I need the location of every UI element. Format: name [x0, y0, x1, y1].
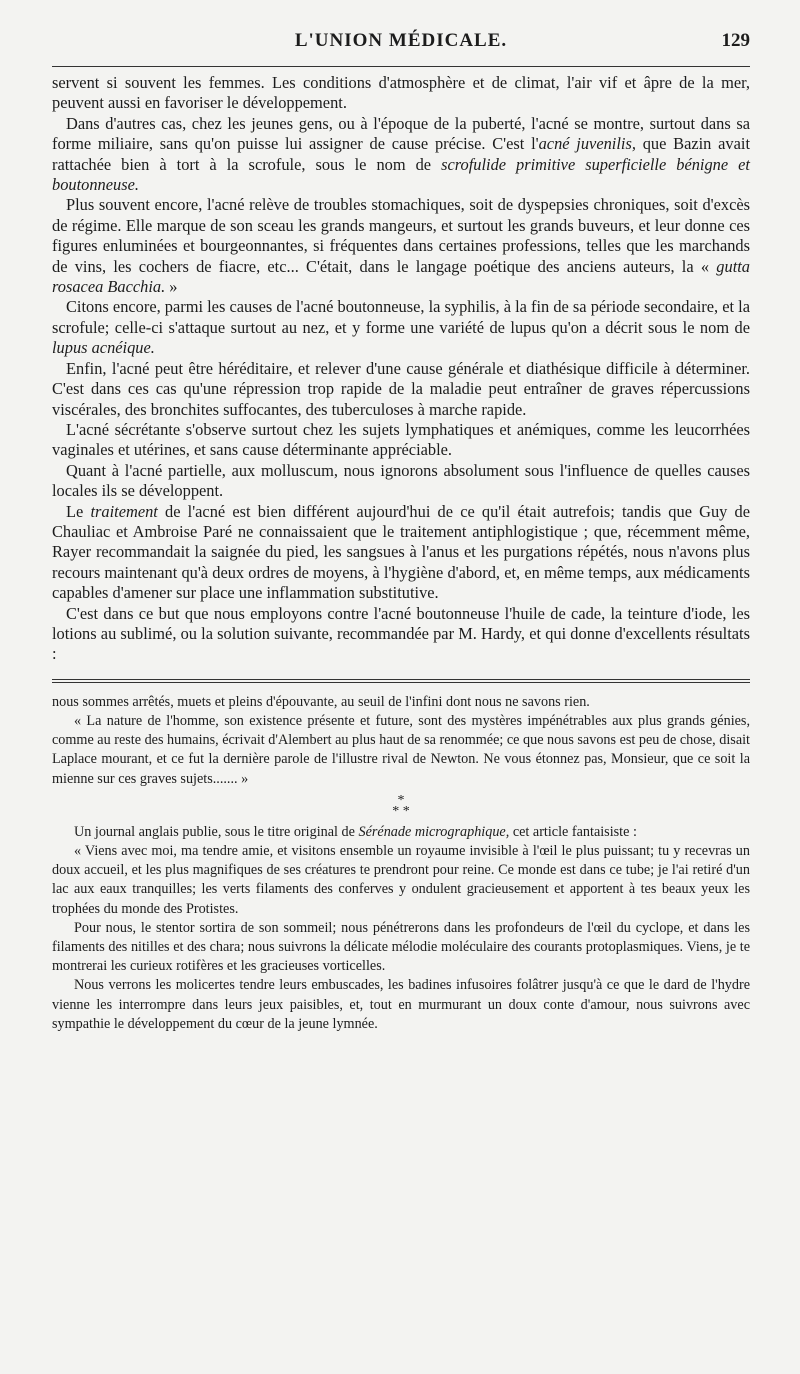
feuilleton-section	[52, 693, 750, 1034]
page-number: 129	[721, 30, 750, 51]
main-article	[52, 73, 750, 665]
asterism	[52, 792, 750, 819]
text: « La nature de l'homme, son existence présente et future, sont des mystères impénétrables aux plus grands génies, comme au reste des humains, écrivait d'Alembert au plus haut de sa renommée; ce que nous savons est peu de chose, disait Laplace mourant, et ce fut la dernière parole de l'illustre rival de Newton. Ne vous étonnez pas, Monsieur, que ce soit la mienne sur ces graves sujets....... »	[52, 712, 750, 787]
italic-term: lupus acnéique.	[52, 338, 155, 358]
paragraph	[52, 195, 750, 297]
text: Plus souvent encore, l'acné relève de troubles stomachiques, soit de dyspepsies chroniques, soit d'excès de régime. Elle marque de son sceau les grands mangeurs, et surtout les grands buveurs, et leur donne ces figures enluminées et bourgeonnantes, si fréquentes dans certaines professions, telles que les marchands de vins, les cochers de fiacre, etc... C'était, dans le langage poétique des anciens auteurs, la «	[52, 195, 750, 276]
text: »	[165, 277, 178, 297]
text: Nous verrons les molicertes tendre leurs embuscades, les badines infusoires folâtrer jusqu'à ce que le dard de l'hydre vienne les interrompre dans leurs jeux paisibles, et, tout en murmurant un doux conte d'amour, nous suivrons avec sympathie le développement du cœur de la jeune lymnée.	[52, 977, 750, 1032]
text: nous sommes arrêtés, muets et pleins d'épouvante, au seuil de l'infini dont nous ne savons rien.	[52, 693, 590, 710]
paragraph	[52, 114, 750, 196]
paragraph	[52, 842, 750, 919]
paragraph	[52, 823, 750, 842]
feuilleton-divider	[52, 679, 750, 683]
italic-term: traitement	[90, 501, 158, 521]
paragraph	[52, 461, 750, 502]
text: « Viens avec moi, ma tendre amie, et visitons ensemble un royaume invisible à l'œil le plus puissant; tu y recevras un doux accueil, et les plus magnifiques de ses créatures te prendront pour reine. Ce monde est dans ce tube; je l'ai retiré d'un lac aux eaux tranquilles; les verts filaments des conferves y ondulent gracieusement et apportent à tes beaux yeux les trophées du monde des Protistes.	[52, 843, 750, 917]
paragraph	[52, 297, 750, 358]
italic-term: scrofulide primitive superficielle bénigne et boutonneuse.	[52, 154, 750, 195]
text: que Bazin avait rattachée bien à tort à la scrofule, sous le nom de	[52, 134, 750, 174]
paragraph	[52, 693, 750, 712]
asterism-bottom: * *	[392, 803, 410, 819]
text: Quant à l'acné partielle, aux molluscum, nous ignorons absolument sous l'influence de quelles causes locales ils se développent.	[52, 460, 750, 501]
paragraph	[52, 73, 750, 114]
italic-term: acné juvenilis,	[538, 134, 636, 154]
paragraph	[52, 502, 750, 604]
italic-term: Sérénade micrographique,	[358, 823, 510, 840]
text: Dans d'autres cas, chez les jeunes gens, ou à l'époque de la puberté, l'acné se montre, surtout dans sa forme miliaire, sans qu'on puisse lui assigner de cause précise. C'est l'	[52, 113, 750, 154]
text: Un journal anglais publie, sous le titre original de	[74, 823, 359, 840]
paragraph	[52, 712, 750, 789]
text: Enfin, l'acné peut être héréditaire, et relever d'une cause générale et diathésique difficile à déterminer. C'est dans ces cas qu'une répression trop rapide de la maladie peut entraîner de graves répercussions viscérales, des bronchites suffocantes, des tuberculoses à marche rapide.	[52, 358, 750, 419]
paragraph	[52, 420, 750, 461]
paragraph	[52, 359, 750, 420]
text: Citons encore, parmi les causes de l'acné boutonneuse, la syphilis, à la fin de sa période secondaire, et la scrofule; celle-ci s'attaque surtout au nez, et y forme une variété de lupus qu'on a décrit sous le nom de	[52, 297, 750, 337]
asterism-top: *	[397, 792, 405, 808]
paragraph	[52, 919, 750, 977]
running-title: L'UNION MÉDICALE.	[294, 30, 508, 51]
text: Le	[66, 501, 91, 521]
header-rule	[52, 66, 750, 67]
text: C'est dans ce but que nous employons contre l'acné boutonneuse l'huile de cade, la teinture d'iode, les lotions au sublimé, ou la solution suivante, recommandée par M. Hardy, et qui donne d'excellents résultats :	[52, 603, 750, 664]
text: servent si souvent les femmes. Les conditions d'atmosphère et de climat, l'air vif et âpre de la mer, peuvent aussi en favoriser le développement.	[52, 73, 750, 113]
paragraph	[52, 604, 750, 665]
text: L'acné sécrétante s'observe surtout chez les sujets lymphatiques et anémiques, comme les leucorrhées vaginales et utérines, et sans cause déterminante appréciable.	[52, 419, 750, 460]
paragraph	[52, 976, 750, 1034]
text: Pour nous, le stentor sortira de son sommeil; nous pénétrerons dans les profondeurs de l'œil du cyclope, et dans les filaments des nitilles et des chara; nous suivrons la délicate mélodie moléculaire des courants protoplasmiques. Viens, je te montrerai les curieux rotifères et les gracieuses vorticelles.	[52, 919, 750, 975]
italic-term: gutta rosacea Bacchia.	[52, 256, 750, 297]
page-header	[52, 26, 750, 62]
text: de l'acné est bien différent aujourd'hui de ce qu'il était autrefois; tandis que Guy de Chauliac et Ambroise Paré ne connaissaient que le traitement antiphlogistique ; que, récemment même, Rayer recommandait la saignée du pied, les sangsues à l'anus et les purgations répétés, nous n'avons plus recours maintenant qu'à deux ordres de moyens, à l'hygiène d'abord, et, en même temps, aux médicaments capables d'amener sur place une inflammation substitutive.	[52, 501, 751, 603]
text: cet article fantaisiste :	[509, 823, 637, 840]
